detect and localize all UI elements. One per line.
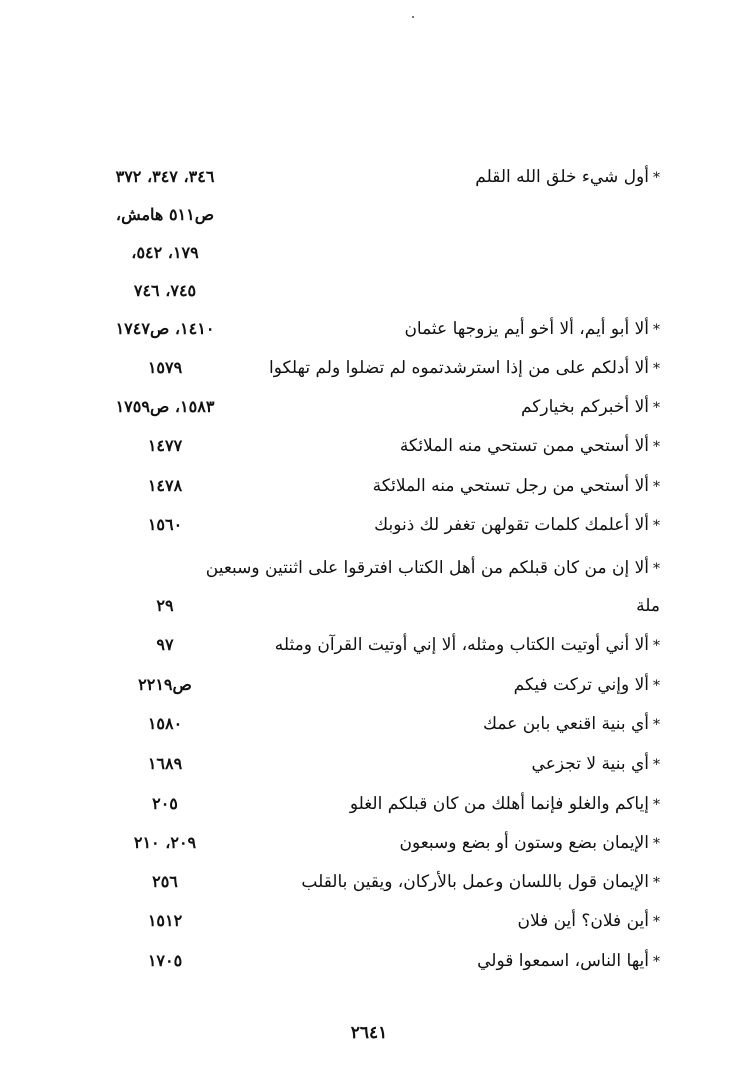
index-entry — [0, 749, 738, 779]
bullet-star: * — [653, 836, 660, 852]
entry-text: *أول شيء خلق الله القلم — [475, 167, 660, 187]
index-entry — [0, 946, 738, 976]
entry-text: *ألا أبو أيم، ألا أخو أيم يزوجها عثمان — [404, 319, 660, 339]
entry-text: *ألا أني أوتيت الكتاب ومثله، ألا إني أوتيت القرآن ومثله — [274, 635, 660, 655]
entry-reference: ١٤١٠، ص١٧٤٧ — [115, 319, 215, 338]
bullet-star: * — [653, 322, 660, 338]
bullet-star: * — [653, 518, 660, 534]
entry-reference: ١٥٨٣، ص١٧٥٩ — [115, 397, 215, 416]
entry-text: *ألا أدلكم على من إذا استرشدتموه لم تضلوا ولم تهلكوا — [268, 358, 660, 378]
index-entry — [0, 789, 738, 819]
entry-text: *ألا أستحي ممن تستحي منه الملائكة — [399, 436, 660, 456]
entry-reference: ٧٤٥، ٧٤٦ — [133, 281, 197, 300]
bullet-star: * — [653, 638, 660, 654]
entry-text: *أي بنية اقنعي بابن عمك — [483, 714, 660, 734]
entry-text: *ألا وإني تركت فيكم — [513, 675, 660, 695]
entry-reference: ٢٠٩، ٢١٠ — [133, 833, 197, 852]
bullet-star: * — [653, 757, 660, 773]
index-entry — [0, 471, 738, 501]
bullet-star: * — [653, 479, 660, 495]
entry-text: ملة — [636, 596, 660, 616]
entry-reference: ١٥١٢ — [147, 911, 183, 930]
entry-text: *ألا أستحي من رجل تستحي منه الملائكة — [372, 476, 660, 496]
entry-text: *ألا أخبركم بخياركم — [520, 397, 660, 417]
entry-reference: ١٤٧٨ — [147, 476, 183, 495]
index-entry — [0, 353, 738, 383]
entry-text: *ألا أعلمك كلمات تقولهن تغفر لك ذنوبك — [374, 515, 660, 535]
index-entry — [0, 162, 738, 192]
entry-reference: ١٥٦٠ — [147, 515, 183, 534]
entry-text: *ألا إن من كان قبلكم من أهل الكتاب افترقوا على اثنتين وسبعين — [205, 558, 660, 578]
index-entry — [0, 828, 738, 858]
bullet-star: * — [653, 797, 660, 813]
entry-reference: ١٤٧٧ — [147, 436, 183, 455]
bullet-star: * — [653, 170, 660, 186]
bullet-star: * — [653, 361, 660, 377]
entry-text: *الإيمان بضع وستون أو بضع وسبعون — [399, 833, 660, 853]
index-entry — [0, 392, 738, 422]
bullet-star: * — [653, 678, 660, 694]
bullet-star: * — [653, 561, 660, 577]
entry-reference: ٢٩ — [156, 596, 174, 615]
scan-mark — [412, 16, 414, 18]
index-entry — [0, 867, 738, 897]
entry-reference: ٢٥٦ — [152, 872, 178, 891]
index-entry — [0, 630, 738, 660]
entry-text: *أي بنية لا تجزعي — [531, 754, 660, 774]
entry-text: *أين فلان؟ أين فلان — [517, 911, 660, 931]
bullet-star: * — [653, 439, 660, 455]
entry-reference: ١٧٠٥ — [147, 951, 183, 970]
bullet-star: * — [653, 954, 660, 970]
index-entry — [0, 314, 738, 344]
entry-reference: ٣٤٦، ٣٤٧، ٣٧٢ — [115, 167, 215, 186]
index-entry — [0, 553, 738, 583]
index-entry-continuation — [0, 276, 738, 306]
index-entry — [0, 670, 738, 700]
entry-text: *إياكم والغلو فإنما أهلك من كان قبلكم الغلو — [349, 794, 660, 814]
entry-reference: ١٧٩، ٥٤٢، — [131, 243, 199, 262]
entry-text: *أيها الناس، اسمعوا قولي — [477, 951, 660, 971]
entry-reference: ١٥٨٠ — [147, 714, 183, 733]
entry-text: *الإيمان قول باللسان وعمل بالأركان، ويقين بالقلب — [301, 872, 660, 892]
entry-reference: ١٦٨٩ — [147, 754, 183, 773]
index-entry — [0, 431, 738, 461]
index-entry-continuation — [0, 591, 738, 621]
bullet-star: * — [653, 875, 660, 891]
page-number: ٢٦٤١ — [350, 1023, 388, 1043]
index-entry — [0, 906, 738, 936]
entry-reference: ١٥٧٩ — [147, 358, 183, 377]
bullet-star: * — [653, 717, 660, 733]
bullet-star: * — [653, 914, 660, 930]
entry-reference: ٢٠٥ — [152, 794, 178, 813]
index-entry-continuation — [0, 238, 738, 268]
entry-reference: ص٥١١ هامش، — [115, 205, 215, 224]
bullet-star: * — [653, 400, 660, 416]
index-entry-continuation — [0, 200, 738, 230]
index-entry — [0, 709, 738, 739]
entry-reference: ٩٧ — [156, 635, 174, 654]
index-entry — [0, 510, 738, 540]
entry-reference: ص٢٢١٩ — [138, 675, 192, 694]
